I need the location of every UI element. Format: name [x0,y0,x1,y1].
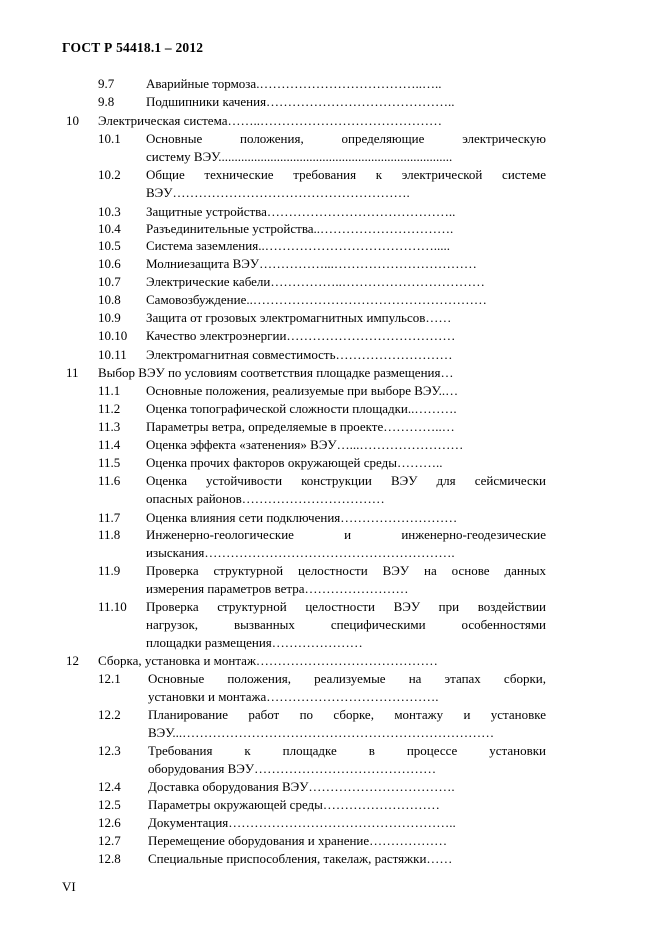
toc-number: 12.5 [98,797,121,812]
toc-title: Перемещение оборудования и хранение……………… [148,833,448,848]
toc-number: 12.7 [98,833,121,848]
toc-number: 11.7 [98,510,121,525]
toc-number: 12.8 [98,851,121,866]
toc-number: 12 [66,653,79,668]
toc-number: 12.4 [98,779,121,794]
toc-title-continuation: площадки размещения………………… [146,635,363,650]
toc-title: Оценка влияния сети подключения……………………… [146,510,458,525]
toc-title: Доставка оборудования ВЭУ……………………………. [148,779,455,794]
toc-title: Параметры ветра, определяемые в проекте…………..… [146,419,455,434]
toc-title: Оценка устойчивости конструкции ВЭУ для сейсмически [146,473,546,488]
toc-title: Аварийные тормоза.………………………………..….. [146,76,442,91]
toc-title-continuation: ВЭУ...……………………………………………………………… [148,725,495,740]
toc-title: Основные положения, определяющие электрическую [146,131,546,146]
toc-title-continuation: опасных районов…………………………… [146,491,385,506]
toc-number: 11 [66,365,79,380]
toc-title: Сборка, установка и монтаж…………………………………… [98,653,438,668]
toc-title: Основные положения, реализуемые при выборе ВЭУ..… [146,383,459,398]
toc-title-continuation: изыскания…………………………………………………. [146,545,455,560]
toc-number: 11.5 [98,455,121,470]
toc-number: 9.8 [98,94,115,109]
page-number: VI [62,879,76,894]
toc-title: Защита от грозовых электромагнитных импульсов…… [146,310,452,325]
toc-title: Электрические кабели……………..…………………………… [146,274,485,289]
toc-number: 11.10 [98,599,127,614]
toc-title: Молниезащита ВЭУ……………...…………………………… [146,256,477,271]
toc-number: 11.3 [98,419,121,434]
toc-title: Планирование работ по сборке, монтажу и установке [148,707,546,722]
toc-title: Инженерно-геологические и инженерно-геодезические [146,527,546,542]
toc-number: 11.1 [98,383,121,398]
toc-title: Требования к площадке в процессе установки [148,743,546,758]
toc-number: 12.6 [98,815,121,830]
toc-title: Выбор ВЭУ по условиям соответствия площадке размещения… [98,365,454,380]
toc-title: Специальные приспособления, такелаж, растяжки…… [148,851,453,866]
toc-title: Электромагнитная совместимость……………………… [146,347,453,362]
toc-number: 10 [66,113,79,128]
toc-number: 10.11 [98,347,127,362]
toc-number: 11.2 [98,401,121,416]
toc-number: 11.6 [98,473,121,488]
toc-title-continuation: оборудования ВЭУ…………………………………… [148,761,437,776]
toc-title: Проверка структурной целостности ВЭУ на основе данных [146,563,546,578]
toc-number: 10.3 [98,204,121,219]
document-header: ГОСТ Р 54418.1 – 2012 [62,40,204,55]
toc-title: Документация…………………………………………….. [148,815,456,830]
toc-number: 11.9 [98,563,121,578]
toc-number: 10.4 [98,221,121,236]
toc-number: 10.10 [98,328,128,343]
toc-title: Система заземления..…………………………………..... [146,238,450,253]
toc-title-continuation: систему ВЭУ........................................................................ [146,149,453,164]
toc-number: 12.1 [98,671,121,686]
toc-title: Проверка структурной целостности ВЭУ при воздействии [146,599,546,614]
toc-title: Разъединительные устройства..…………………………. [146,221,454,236]
toc-number: 12.2 [98,707,121,722]
toc-number: 10.2 [98,167,121,182]
toc-number: 10.5 [98,238,121,253]
toc-title: Качество электроэнергии………………………………… [146,328,456,343]
toc-title: Подшипники качения…………………………………….. [146,94,455,109]
toc-number: 9.7 [98,76,115,91]
toc-title: Параметры окружающей среды……………………… [148,797,440,812]
toc-title-continuation: ВЭУ………………………………………………. [146,185,410,200]
toc-number: 10.7 [98,274,121,289]
toc-number: 11.4 [98,437,121,452]
toc-number: 10.6 [98,256,121,271]
toc-title: Основные положения, реализуемые на этапах сборки, [148,671,546,686]
toc-title: Оценка топографической сложности площадки..………. [146,401,457,416]
toc-title-continuation: нагрузок, вызванных специфическими особенностями [146,617,546,632]
toc-number: 11.8 [98,527,121,542]
toc-number: 10.1 [98,131,121,146]
toc-number: 12.3 [98,743,121,758]
toc-title: Общие технические требования к электрической системе [146,167,546,182]
toc-title: Защитные устройства…………………………………….. [146,204,456,219]
toc-number: 10.9 [98,310,121,325]
toc-title-continuation: установки и монтажа…………………………………. [148,689,439,704]
toc-title: Самовозбуждение..……………………………………………… [146,292,487,307]
toc-title: Оценка эффекта «затенения» ВЭУ…...…………………… [146,437,464,452]
toc-title: Электрическая система……..…………………………………… [98,113,442,128]
toc-title: Оценка прочих факторов окружающей среды……….. [146,455,443,470]
toc-number: 10.8 [98,292,121,307]
toc-title-continuation: измерения параметров ветра…………………… [146,581,409,596]
